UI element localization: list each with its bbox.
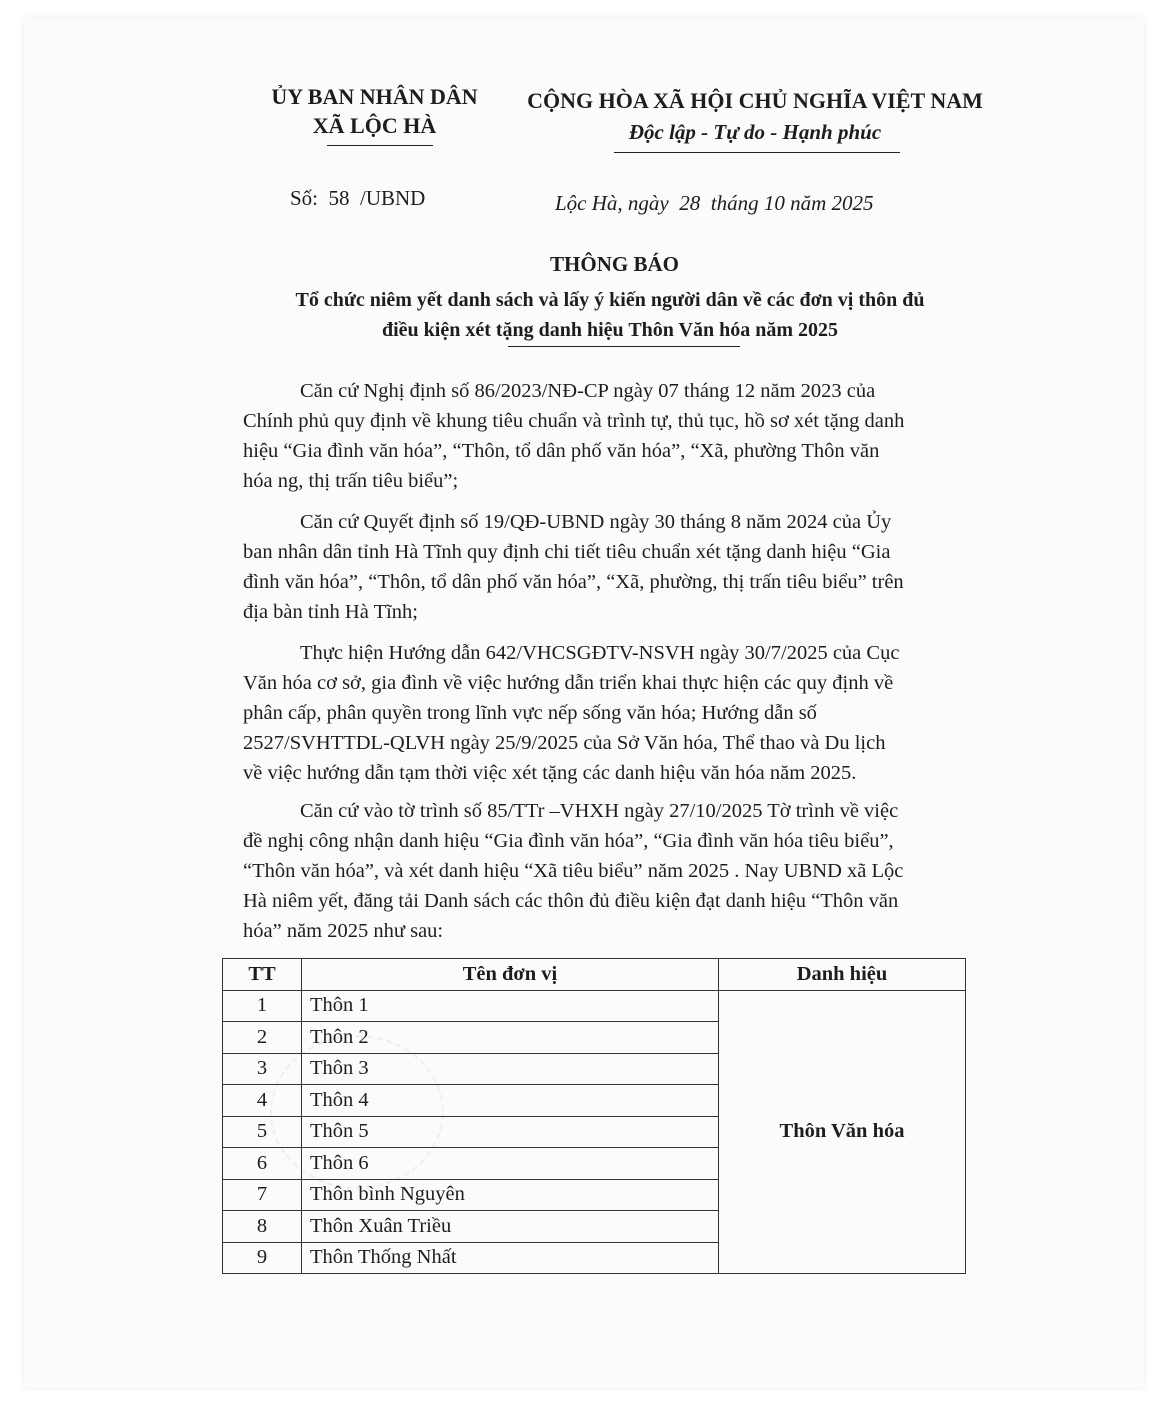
- paragraph-line: hiệu “Gia đình văn hóa”, “Thôn, tổ dân phố văn hóa”, “Xã, phường Thôn văn: [243, 440, 880, 462]
- national-title: CỘNG HÒA XÃ HỘI CHỦ NGHĨA VIỆT NAM: [527, 88, 983, 113]
- merged-title-cell: Thôn Văn hóa: [719, 990, 966, 1274]
- row-unit-name: Thôn Thống Nhất: [302, 1242, 719, 1274]
- row-unit-name: Thôn 3: [302, 1053, 719, 1085]
- document-subtitle-line2: điều kiện xét tặng danh hiệu Thôn Văn hóa năm 2025: [381, 319, 839, 341]
- row-number: 2: [223, 1022, 302, 1054]
- paragraph-4: [243, 796, 975, 946]
- paragraph-line: 2527/SVHTTDL-QLVH ngày 25/9/2025 của Sở Văn hóa, Thể thao và Du lịch: [243, 732, 886, 754]
- paragraph-1: [243, 376, 975, 496]
- document-number: Số: 58 /UBND: [290, 186, 426, 210]
- row-unit-name: Thôn 2: [302, 1022, 719, 1054]
- paragraph-line: Thực hiện Hướng dẫn 642/VHCSGĐTV-NSVH ngày 30/7/2025 của Cục: [300, 642, 900, 664]
- org-name-line2: XÃ LỘC HÀ: [312, 113, 437, 138]
- row-number: 6: [223, 1148, 302, 1180]
- row-unit-name: Thôn bình Nguyên: [302, 1179, 719, 1211]
- row-number: 8: [223, 1211, 302, 1243]
- paragraph-line: Căn cứ Nghị định số 86/2023/NĐ-CP ngày 07 tháng 12 năm 2023 của: [300, 380, 876, 402]
- row-number: 7: [223, 1179, 302, 1211]
- row-unit-name: Thôn 1: [302, 990, 719, 1022]
- paragraph-line: Căn cứ Quyết định số 19/QĐ-UBND ngày 30 tháng 8 năm 2024 của Ủy: [300, 511, 892, 533]
- row-unit-name: Thôn 4: [302, 1085, 719, 1117]
- header-tt: TT: [223, 959, 302, 991]
- row-unit-name: Thôn 6: [302, 1148, 719, 1180]
- paragraph-line: về việc hướng dẫn tạm thời việc xét tặng các danh hiệu văn hóa năm 2025.: [243, 762, 857, 784]
- document-subtitle-line1: Tổ chức niêm yết danh sách và lấy ý kiến người dân về các đơn vị thôn đủ: [295, 289, 925, 311]
- paragraph-line: Căn cứ vào tờ trình số 85/TTr –VHXH ngày 27/10/2025 Tờ trình về việc: [300, 800, 899, 822]
- paragraph-line: đình văn hóa”, “Thôn, tổ dân phố văn hóa”, “Xã, phường, thị trấn tiêu biểu” trên: [243, 571, 904, 593]
- paragraph-line: hóa ng, thị trấn tiêu biểu”;: [243, 470, 459, 492]
- paragraph-line: địa bàn tỉnh Hà Tĩnh;: [243, 601, 418, 623]
- paragraph-line: hóa” năm 2025 như sau:: [243, 920, 444, 942]
- paragraph-line: “Thôn văn hóa”, và xét danh hiệu “Xã tiêu biểu” năm 2025 . Nay UBND xã Lộc: [243, 860, 904, 882]
- paragraph-line: đề nghị công nhận danh hiệu “Gia đình văn hóa”, “Gia đình văn hóa tiêu biểu”,: [243, 830, 894, 852]
- national-motto: Độc lập - Tự do - Hạnh phúc: [628, 120, 882, 144]
- paragraph-2: [243, 507, 975, 627]
- document-title: THÔNG BÁO: [550, 252, 679, 276]
- paragraph-line: Hà niêm yết, đăng tải Danh sách các thôn đủ điều kiện đạt danh hiệu “Thôn văn: [243, 890, 899, 912]
- paragraph-line: Chính phủ quy định về khung tiêu chuẩn và trình tự, thủ tục, hồ sơ xét tặng danh: [243, 410, 905, 432]
- row-unit-name: Thôn 5: [302, 1116, 719, 1148]
- row-number: 1: [223, 990, 302, 1022]
- paragraph-3: [243, 638, 975, 788]
- org-name-line1: ỦY BAN NHÂN DÂN: [271, 84, 478, 109]
- village-list-table: [222, 958, 966, 1274]
- row-number: 4: [223, 1085, 302, 1117]
- row-number: 3: [223, 1053, 302, 1085]
- org-underline: [327, 145, 433, 146]
- document-date: Lộc Hà, ngày 28 tháng 10 năm 2025: [555, 191, 874, 215]
- table-header-row: [223, 959, 966, 991]
- subtitle-underline: [508, 346, 740, 347]
- header-unit-name: Tên đơn vị: [302, 959, 719, 991]
- header-title: Danh hiệu: [719, 959, 966, 991]
- row-number: 9: [223, 1242, 302, 1274]
- table-row: [223, 990, 966, 1022]
- paragraph-line: Văn hóa cơ sở, gia đình về việc hướng dẫn triển khai thực hiện các quy định về: [243, 672, 894, 694]
- motto-underline: [614, 152, 900, 153]
- row-unit-name: Thôn Xuân Triều: [302, 1211, 719, 1243]
- paragraph-line: phân cấp, phân quyền trong lĩnh vực nếp sống văn hóa; Hướng dẫn số: [243, 702, 817, 724]
- row-number: 5: [223, 1116, 302, 1148]
- paragraph-line: ban nhân dân tỉnh Hà Tĩnh quy định chi tiết tiêu chuẩn xét tặng danh hiệu “Gia: [243, 541, 891, 563]
